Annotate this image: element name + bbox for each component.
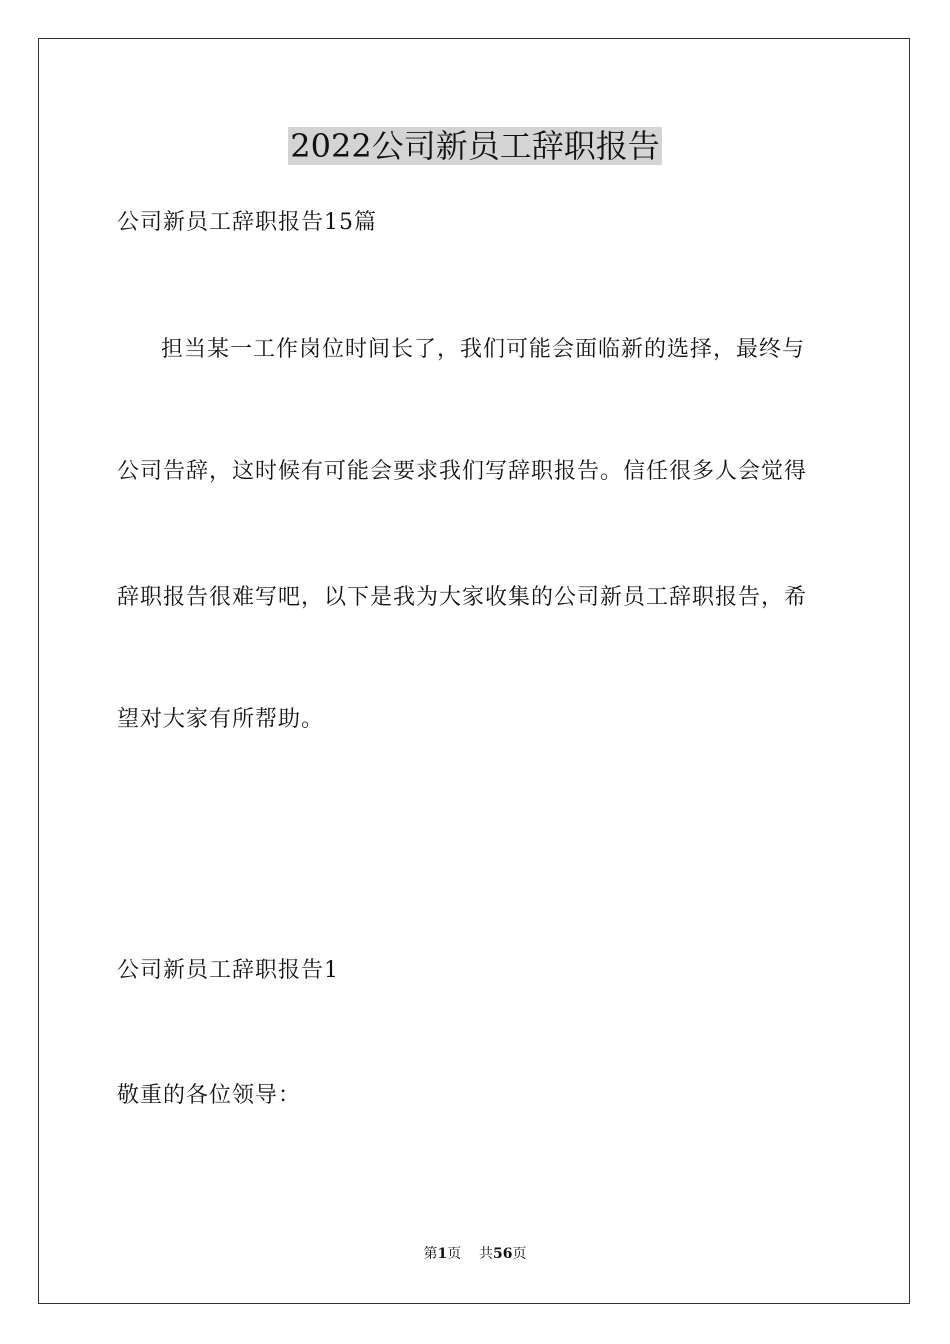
section-heading: 公司新员工辞职报告1 bbox=[117, 958, 339, 983]
footer-total-prefix: 共 bbox=[479, 1246, 494, 1262]
footer-page-suffix: 页 bbox=[447, 1246, 462, 1262]
intro-paragraph-line-2: 公司告辞，这时候有可能会要求我们写辞职报告。信任很多人会觉得 bbox=[117, 459, 808, 484]
footer-total-suffix: 页 bbox=[512, 1246, 527, 1262]
footer-total-pages: 56 bbox=[493, 1246, 513, 1262]
document-subtitle: 公司新员工辞职报告15篇 bbox=[117, 210, 377, 235]
document-title bbox=[0, 124, 950, 168]
salutation: 敬重的各位领导： bbox=[117, 1083, 302, 1108]
intro-paragraph-line-1: 担当某一工作岗位时间长了，我们可能会面临新的选择，最终与 bbox=[161, 337, 806, 362]
document-title-text: 2022公司新员工辞职报告 bbox=[290, 127, 660, 165]
intro-paragraph-line-4: 望对大家有所帮助。 bbox=[117, 707, 325, 732]
intro-paragraph-line-3: 辞职报告很难写吧，以下是我为大家收集的公司新员工辞职报告，希 bbox=[117, 585, 808, 610]
footer-page-number: 1 bbox=[437, 1246, 448, 1262]
page-footer bbox=[0, 1245, 950, 1263]
footer-page-prefix: 第 bbox=[423, 1246, 438, 1262]
